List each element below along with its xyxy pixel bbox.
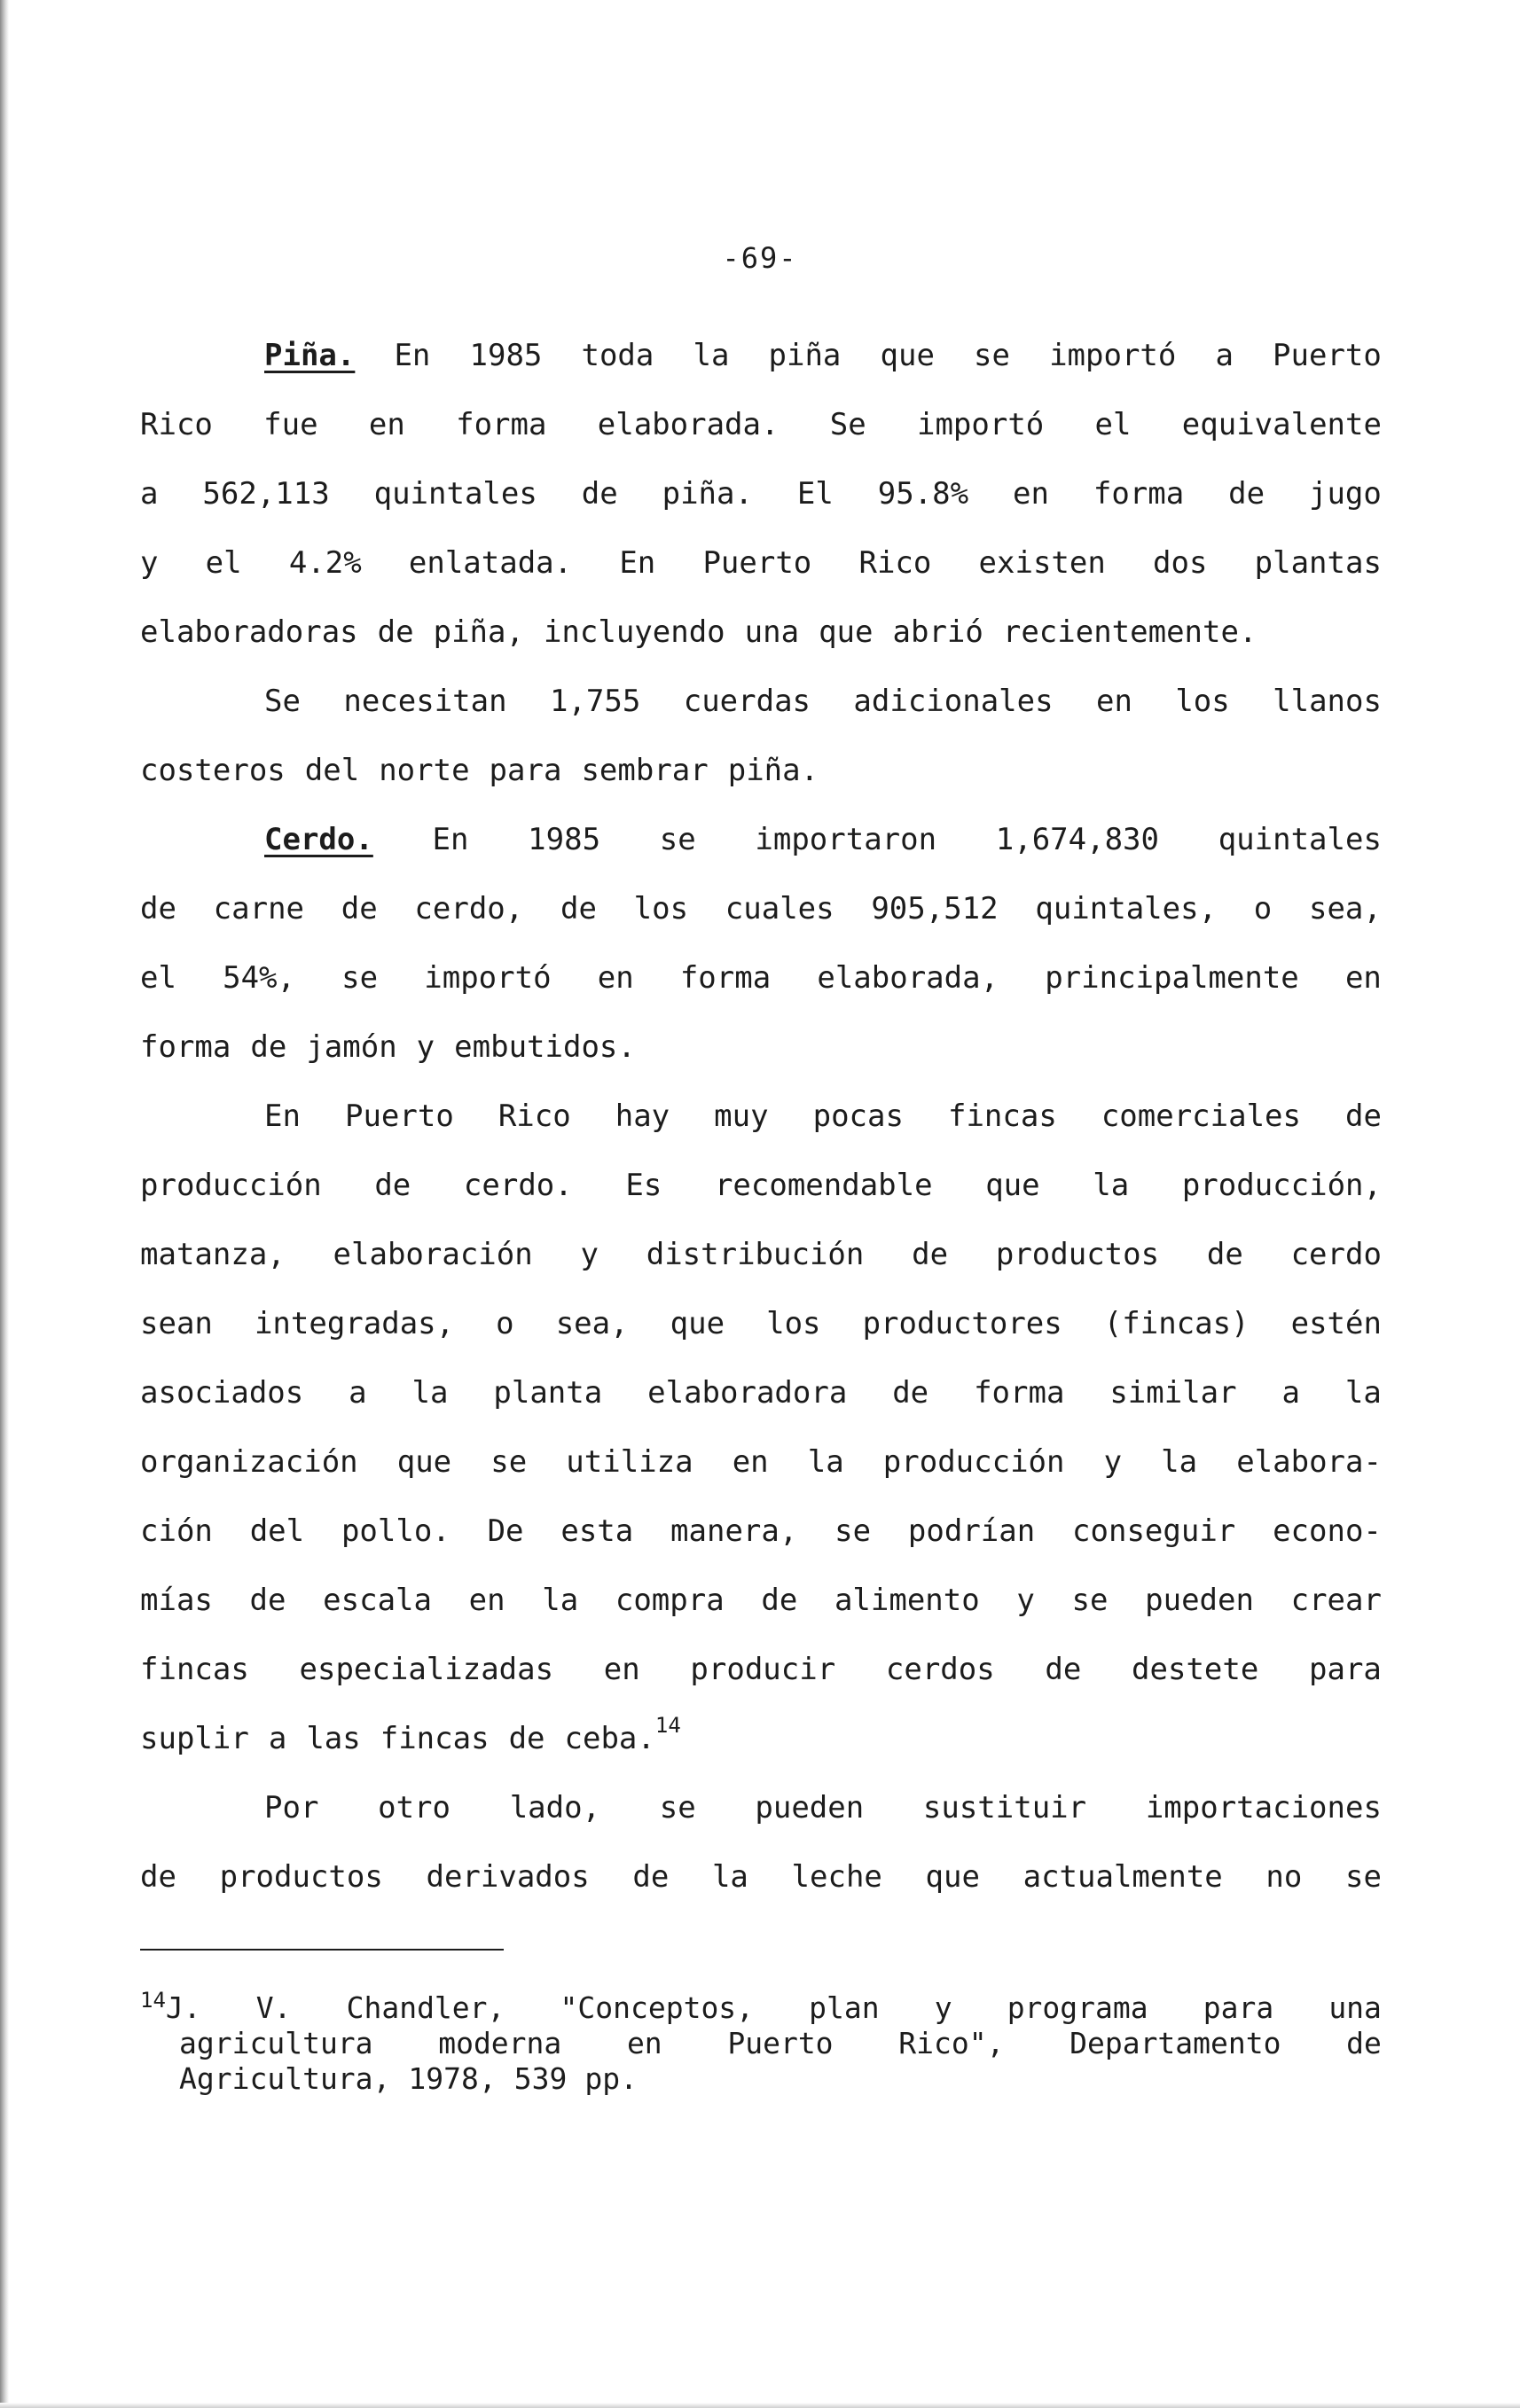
word: incluyendo (543, 614, 725, 650)
word: la (1161, 1444, 1198, 1480)
text-line (140, 943, 1382, 1012)
word: no (1265, 1859, 1303, 1895)
word: escala (323, 1583, 432, 1618)
word: 1985 (469, 338, 543, 373)
word: Rico (858, 545, 932, 581)
word: Se (829, 407, 866, 442)
word: de (508, 1721, 545, 1756)
word: forma (456, 407, 547, 442)
word: integradas, (254, 1306, 455, 1341)
footnote-marker: 14 (140, 1988, 166, 2013)
word: los (633, 891, 689, 926)
word: fincas (140, 1652, 249, 1687)
word: del (304, 753, 360, 788)
word: de (632, 1859, 670, 1895)
word: asociados (140, 1375, 304, 1411)
word: pocas (812, 1098, 904, 1134)
word: que (985, 1168, 1040, 1203)
word: de (341, 891, 378, 926)
word: en (1344, 960, 1382, 996)
footnote-separator (140, 1949, 504, 1951)
word: llanos (1273, 684, 1382, 719)
text-line (140, 1497, 1382, 1566)
word: el (1094, 407, 1132, 442)
text-line (140, 1566, 1382, 1635)
footnote-line (140, 2061, 1382, 2097)
word: toda (581, 338, 654, 373)
word: distribución (646, 1237, 865, 1272)
word: se (659, 1790, 696, 1826)
word: Es (625, 1168, 662, 1203)
word: el (140, 960, 176, 996)
word: en (603, 1652, 640, 1687)
word: destete (1132, 1652, 1259, 1687)
word: de (1345, 1098, 1382, 1134)
text-line (140, 528, 1382, 598)
word: la (542, 1583, 579, 1618)
word: especializadas (299, 1652, 554, 1687)
text-line (140, 1289, 1382, 1358)
word: y (416, 1029, 435, 1065)
word: se (341, 960, 379, 996)
word: principalmente (1045, 960, 1299, 996)
word: similar (1109, 1375, 1237, 1411)
word: los (1175, 684, 1230, 719)
word: una (744, 614, 800, 650)
word: Por (264, 1790, 319, 1826)
word: Se (264, 684, 301, 719)
word: piña. (662, 476, 753, 512)
word: manera, (670, 1513, 798, 1549)
word: se (974, 338, 1010, 373)
word: la (807, 1444, 844, 1480)
word: productores (862, 1306, 1062, 1341)
text-line (140, 598, 1382, 667)
word: alimento (834, 1583, 980, 1618)
word: en (1012, 476, 1049, 512)
word: la (711, 1859, 748, 1895)
word: ción (140, 1513, 213, 1549)
word: sean (140, 1306, 213, 1341)
word: ceba.$^{14}$ (564, 1713, 681, 1756)
word: cerdo. (463, 1168, 573, 1203)
word: adicionales (853, 684, 1054, 719)
word: 1,755 (549, 684, 641, 719)
word: quintales (1218, 822, 1382, 857)
word: norte (379, 753, 470, 788)
text-line (140, 874, 1382, 943)
word: en (732, 1444, 769, 1480)
word: a (268, 1721, 287, 1756)
word: se (834, 1513, 872, 1549)
footnote-word: Agricultura, (179, 2061, 391, 2096)
word: del (249, 1513, 305, 1549)
footnote-word: pp. (584, 2061, 638, 2096)
word: elaboradora (647, 1375, 848, 1411)
footnote-word: Departamento (1069, 2026, 1281, 2060)
word: 562,113 (202, 476, 330, 512)
word: planta (493, 1375, 603, 1411)
word: forma (679, 960, 772, 996)
text-line (140, 1704, 1382, 1773)
word: Puerto (702, 545, 812, 581)
page-number: -69- (722, 241, 798, 275)
word: enlatada. (408, 545, 573, 581)
word: 905,512 (871, 891, 999, 926)
word: de (912, 1237, 949, 1272)
word: de (761, 1583, 798, 1618)
footnote-line (140, 2026, 1382, 2061)
word: de (892, 1375, 929, 1411)
word: en (468, 1583, 505, 1618)
word: a (349, 1375, 367, 1411)
word: cerdos (885, 1652, 995, 1687)
word: a (140, 476, 159, 512)
word: productos (219, 1859, 383, 1895)
word: pollo. (341, 1513, 451, 1549)
word: producción (882, 1444, 1065, 1480)
word: 4.2% (288, 545, 362, 581)
word: conseguir (1072, 1513, 1236, 1549)
word: piña. (727, 753, 819, 788)
word: de (1206, 1237, 1243, 1272)
text-line (140, 321, 1382, 390)
word: lado, (509, 1790, 601, 1826)
word: a (1215, 338, 1234, 373)
word: de (249, 1583, 286, 1618)
word: (fincas) (1103, 1306, 1250, 1341)
word: jamón (306, 1029, 397, 1065)
footnote-word: plan (809, 1990, 880, 2025)
word: de (140, 891, 176, 926)
text-line (140, 667, 1382, 736)
word: y (580, 1237, 599, 1272)
word: pueden (1145, 1583, 1254, 1618)
word: de (374, 1168, 411, 1203)
footnote-word: en (626, 2026, 662, 2060)
word: los (766, 1306, 821, 1341)
word: En (264, 1098, 301, 1134)
word: fue (263, 407, 318, 442)
footnote-section (140, 1990, 1382, 2097)
word: derivados (426, 1859, 590, 1895)
word: y (1016, 1583, 1035, 1618)
word: producir (690, 1652, 836, 1687)
word: que (396, 1444, 452, 1480)
word: 1985 (528, 822, 601, 857)
word: producción, (1181, 1168, 1382, 1203)
word: se (659, 822, 696, 857)
word: cuales (725, 891, 834, 926)
word: la (411, 1375, 449, 1411)
word: recientemente. (1002, 614, 1258, 650)
footnote-word: 539 (513, 2061, 568, 2096)
word: 95.8% (877, 476, 969, 512)
word: compra (615, 1583, 725, 1618)
word: sembrar (581, 753, 709, 788)
word: plantas (1254, 545, 1382, 581)
word: crear (1290, 1583, 1382, 1618)
word: cerdo (1290, 1237, 1382, 1272)
word: las (306, 1721, 361, 1756)
footnote-word: y (934, 1990, 952, 2025)
word: en (597, 960, 634, 996)
word: estén (1290, 1306, 1382, 1341)
word: el (205, 545, 242, 581)
word: de (581, 476, 618, 512)
text-line (140, 736, 1382, 805)
word: abrió (892, 614, 983, 650)
word: elaborada, (817, 960, 999, 996)
word: recomendable (714, 1168, 933, 1203)
word: se (1071, 1583, 1109, 1618)
footnote-word: V. (255, 1990, 292, 2025)
word: elabora- (1236, 1444, 1382, 1480)
word: piña, (433, 614, 524, 650)
word: actualmente (1022, 1859, 1223, 1895)
word: podrían (907, 1513, 1036, 1549)
word: quintales (373, 476, 537, 512)
text-line (140, 1012, 1382, 1082)
word: que (819, 614, 874, 650)
body-text (140, 321, 1382, 1912)
word: En (432, 822, 469, 857)
text-line (140, 390, 1382, 459)
word: elaboración (333, 1237, 533, 1272)
word: carne (213, 891, 305, 926)
word: que (880, 338, 935, 373)
word: hay (615, 1098, 670, 1134)
word: que (670, 1306, 725, 1341)
text-line (140, 1220, 1382, 1289)
word: fincas (947, 1098, 1057, 1134)
word: en (368, 407, 405, 442)
word: cuerdas (683, 684, 811, 719)
word: importó (916, 407, 1045, 442)
text-line (140, 1773, 1382, 1842)
section-heading: Piña. (264, 338, 356, 373)
word: para (1309, 1652, 1382, 1687)
word: necesitan (343, 684, 507, 719)
text-line (140, 1358, 1382, 1427)
word: pueden (755, 1790, 865, 1826)
word: elaboradoras (140, 614, 358, 650)
word: matanza, (140, 1237, 286, 1272)
word: de (560, 891, 597, 926)
footnote-word: una (1328, 1990, 1382, 2025)
word: a (1281, 1375, 1301, 1411)
footnote-word: Puerto (727, 2026, 834, 2060)
text-line (140, 459, 1382, 528)
footnote-line (140, 1990, 1382, 2026)
word: producción (140, 1168, 322, 1203)
text-line (140, 1635, 1382, 1704)
word: dos (1153, 545, 1208, 581)
footnote-word: programa (1007, 1990, 1148, 2025)
word: En (394, 338, 431, 373)
text-line (140, 1082, 1382, 1151)
word: de (1228, 476, 1265, 512)
word: Puerto (344, 1098, 454, 1134)
word: En (619, 545, 656, 581)
word: leche (791, 1859, 882, 1895)
word: para (489, 753, 562, 788)
word: sea, (555, 1306, 629, 1341)
section-heading: Cerdo. (264, 822, 373, 857)
word: 54%, (223, 960, 295, 996)
word: de (140, 1859, 176, 1895)
word: o (1253, 891, 1273, 926)
word: comerciales (1101, 1098, 1301, 1134)
footnote-word: de (1346, 2026, 1382, 2060)
word: elaborada. (597, 407, 780, 442)
word: otro (378, 1790, 451, 1826)
word: Puerto (1273, 338, 1382, 373)
word: importó (1049, 338, 1177, 373)
word: suplir (140, 1721, 249, 1756)
word: El (796, 476, 834, 512)
word: importó (424, 960, 552, 996)
footnote-word: Chandler, (346, 1990, 505, 2025)
word: forma (1093, 476, 1185, 512)
word: de (250, 1029, 287, 1065)
word: existen (978, 545, 1106, 581)
word: fincas (380, 1721, 490, 1756)
text-line (140, 805, 1382, 874)
word: Rico (140, 407, 213, 442)
word: o (496, 1306, 514, 1341)
scan-bottom-shadow (0, 2403, 1520, 2408)
word: cerdo, (414, 891, 524, 926)
footnote-word: $^{14}$J. (140, 1988, 201, 2025)
word: De (487, 1513, 524, 1549)
word: sea, (1308, 891, 1382, 926)
word: y (140, 545, 159, 581)
word: utiliza (566, 1444, 693, 1480)
word: se (490, 1444, 528, 1480)
word: equivalente (1181, 407, 1382, 442)
word: piña (768, 338, 842, 373)
word: la (693, 338, 730, 373)
word: quintales, (1035, 891, 1218, 926)
word: importaciones (1145, 1790, 1382, 1826)
word: que (925, 1859, 980, 1895)
footnote-word: agricultura (179, 2026, 373, 2060)
footnote-word: "Conceptos, (560, 1990, 755, 2025)
word: productos (995, 1237, 1160, 1272)
text-line (140, 1842, 1382, 1912)
word: y (1103, 1444, 1123, 1480)
word: sustituir (922, 1790, 1087, 1826)
word: de (1045, 1652, 1082, 1687)
word: costeros (140, 753, 286, 788)
word: en (1095, 684, 1132, 719)
word: organización (140, 1444, 358, 1480)
text-line (140, 1427, 1382, 1497)
word: importaron (755, 822, 937, 857)
word: esta (560, 1513, 634, 1549)
footnote-word: 1978, (408, 2061, 497, 2096)
word: 1,674,830 (995, 822, 1159, 857)
word: forma (140, 1029, 231, 1065)
word: Rico (498, 1098, 571, 1134)
text-line (140, 1151, 1382, 1220)
word: la (1093, 1168, 1130, 1203)
scan-edge-shadow (0, 0, 9, 2408)
footnote-word: moderna (438, 2026, 562, 2060)
footnote-word: Rico", (898, 2026, 1005, 2060)
footnote-reference: 14 (654, 1713, 681, 1738)
word: muy (714, 1098, 769, 1134)
word: se (1345, 1859, 1382, 1895)
word: embutidos. (454, 1029, 636, 1065)
word: la (1344, 1375, 1382, 1411)
word: mías (140, 1583, 213, 1618)
word: jugo (1308, 476, 1382, 512)
word: de (377, 614, 414, 650)
footnote-word: para (1203, 1990, 1274, 2025)
word: econo- (1273, 1513, 1382, 1549)
word: forma (974, 1375, 1065, 1411)
